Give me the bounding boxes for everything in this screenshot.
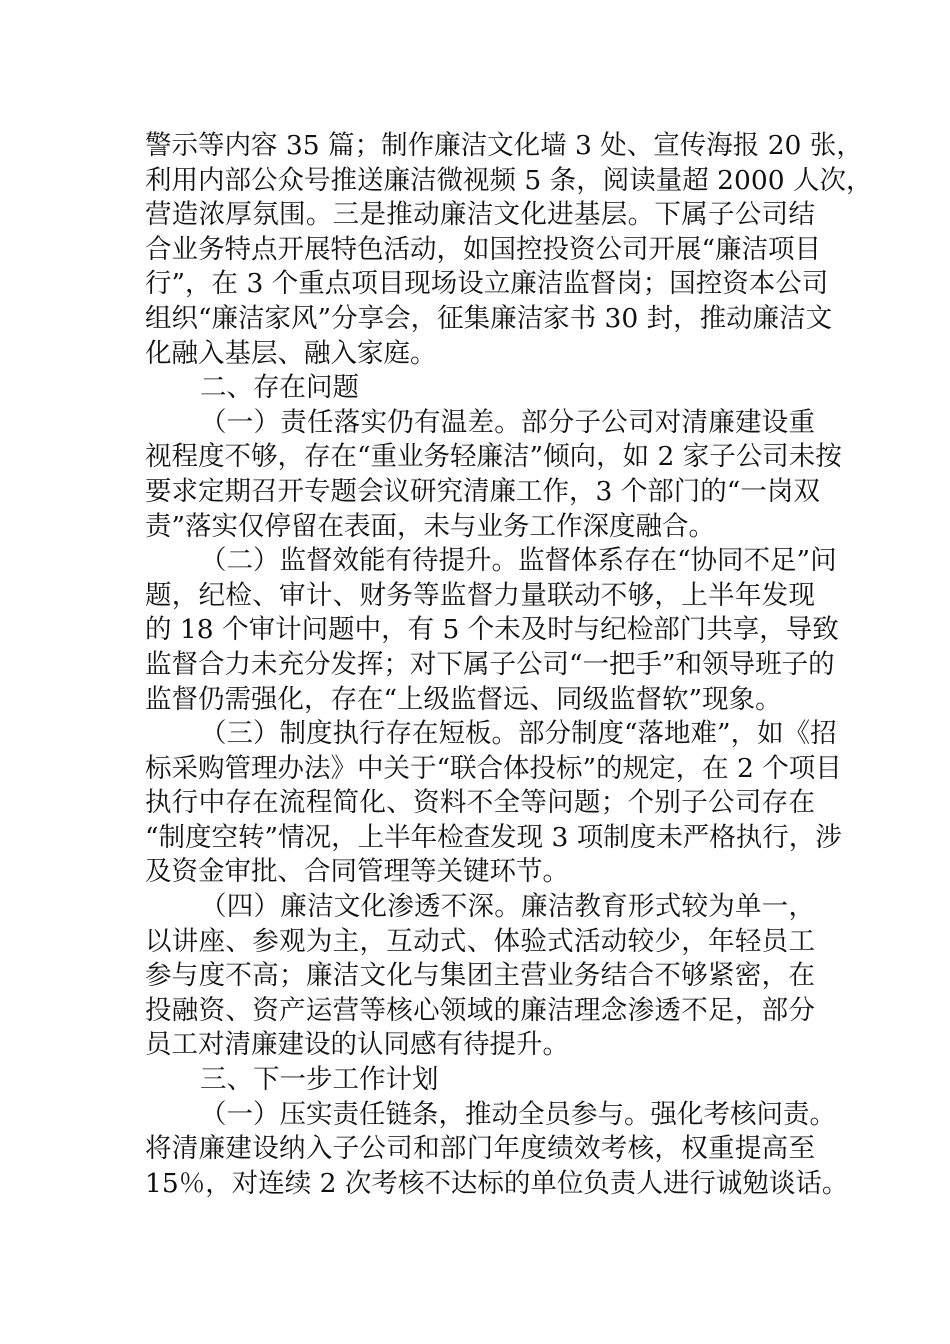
paragraph-line: 员工对清廉建设的认同感有待提升。	[145, 1029, 569, 1061]
section-heading: 二、存在问题	[200, 372, 359, 404]
paragraph-line: 参与度不高；廉洁文化与集团主营业务结合不够紧密，在	[145, 960, 815, 992]
paragraph-line: （一）责任落实仍有温差。部分子公司对清廉建设重	[200, 406, 815, 438]
paragraph-line: 以讲座、参观为主，互动式、体验式活动较少，年轻员工	[145, 925, 815, 957]
paragraph-line: 监督合力未充分发挥；对下属子公司“一把手”和领导班子的	[145, 648, 835, 680]
paragraph-line: （二）监督效能有待提升。监督体系存在“协同不足”问	[200, 545, 837, 577]
paragraph-line: 题，纪检、审计、财务等监督力量联动不够，上半年发现	[145, 579, 815, 611]
paragraph-line: 的 18 个审计问题中，有 5 个未及时与纪检部门共享，导致	[145, 614, 839, 646]
paragraph-line: 行”，在 3 个重点项目现场设立廉洁监督岗；国控资本公司	[145, 268, 829, 300]
paragraph-line: 警示等内容 35 篇；制作廉洁文化墙 3 处、宣传海报 20 张，	[145, 130, 863, 161]
document-body	[145, 129, 873, 1201]
paragraph-line: 监督仍需强化，存在“上级监督远、同级监督软”现象。	[145, 683, 782, 715]
paragraph-line: （四）廉洁文化渗透不深。廉洁教育形式较为单一，	[200, 891, 815, 923]
paragraph-line: 责”落实仅停留在表面，未与业务工作深度融合。	[145, 510, 716, 542]
paragraph-line: 视程度不够，存在“重业务轻廉洁”倾向，如 2 家子公司未按	[145, 441, 842, 473]
paragraph-line: 组织“廉洁家风”分享会，征集廉洁家书 30 封，推动廉洁文	[145, 302, 833, 334]
paragraph-line: 及资金审批、合同管理等关键环节。	[145, 856, 569, 888]
section-heading: 三、下一步工作计划	[200, 1064, 439, 1096]
paragraph-line: （一）压实责任链条，推动全员参与。强化考核问责。	[200, 1098, 836, 1130]
paragraph-line: 利用内部公众号推送廉洁微视频 5 条，阅读量超 2000 人次，	[145, 164, 873, 196]
paragraph-line: 要求定期召开专题会议研究清廉工作，3 个部门的“一岗双	[145, 475, 820, 507]
paragraph-line: 合业务特点开展特色活动，如国控投资公司开展“廉洁项目	[145, 233, 822, 265]
paragraph-line: 标采购管理办法》中关于“联合体投标”的规定，在 2 个项目	[145, 752, 842, 784]
paragraph-line: （三）制度执行存在短板。部分制度“落地难”，如《招	[200, 718, 837, 750]
paragraph-line: “制度空转”情况，上半年检查发现 3 项制度未严格执行，涉	[145, 821, 842, 853]
paragraph-line: 执行中存在流程简化、资料不全等问题；个别子公司存在	[145, 787, 815, 819]
paragraph-line: 投融资、资产运营等核心领域的廉洁理念渗透不足，部分	[145, 994, 815, 1026]
paragraph-line: 将清廉建设纳入子公司和部门年度绩效考核，权重提高至	[145, 1133, 815, 1165]
paragraph-line: 化融入基层、融入家庭。	[145, 337, 437, 369]
paragraph-line: 15％，对连续 2 次考核不达标的单位负责人进行诚勉谈话。	[145, 1167, 849, 1199]
paragraph-line: 营造浓厚氛围。三是推动廉洁文化进基层。下属子公司结	[145, 199, 815, 231]
